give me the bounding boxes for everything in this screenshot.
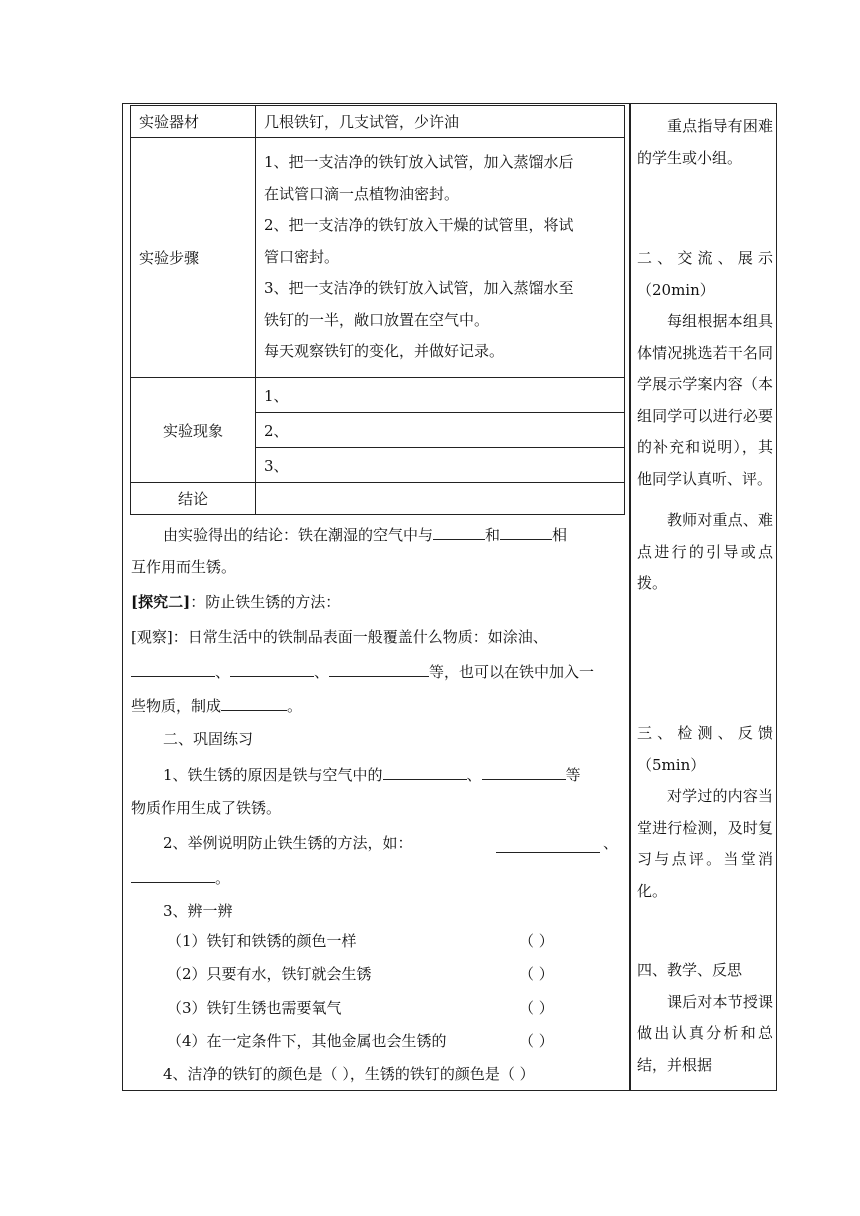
fill-blank[interactable] <box>500 523 552 540</box>
sidebar-paragraph: 课后对本节授课做出认真分析和总结，并根据 <box>637 992 773 1074</box>
experiment-table <box>130 105 625 515</box>
conclusion-value <box>256 483 625 515</box>
sidebar-paragraph: 每组根据本组具体情况挑选若干名同学展示学案内容（本组同学可以进行必要的补充和说明），其他同学认真听、评。 <box>637 312 773 488</box>
question-1-line-2: 物质作用生成了铁锈。 <box>131 799 282 817</box>
sidebar-heading: 二、交流、展示（20min） <box>637 249 773 299</box>
question-2: 2、举例说明防止铁生锈的方法，如： <box>163 834 413 852</box>
conclusion-line-2: 互作用而生锈。 <box>131 558 237 576</box>
conclusion-line: 由实验得出的结论：铁在潮湿的空气中与 和 相 <box>163 523 567 545</box>
phenomena-row <box>131 378 625 413</box>
judge-item: （4）在一定条件下，其他金属也会生锈的 <box>167 1032 447 1050</box>
materials-label: 实验器材 <box>131 106 256 138</box>
question-3: 3、辨一辨 <box>163 902 233 920</box>
column-divider <box>629 103 631 1091</box>
sidebar-guidance <box>637 111 773 174</box>
sidebar-test <box>637 718 773 907</box>
phenomena-item: 3、 <box>256 448 625 483</box>
step-line: 铁钉的一半，敞口放置在空气中。 <box>264 310 490 329</box>
question-4: 4、洁净的铁钉的颜色是（ ），生锈的铁钉的颜色是（ ） <box>163 1065 535 1083</box>
conclusion-label: 结论 <box>131 483 256 515</box>
conclusion-row <box>131 483 625 515</box>
step-line: 在试管口滴一点植物油密封。 <box>264 184 460 203</box>
sidebar-paragraph: 重点指导有困难的学生或小组。 <box>637 117 773 167</box>
sidebar-reflection <box>637 955 773 1081</box>
step-line: 管口密封。 <box>264 247 340 266</box>
steps-row <box>131 138 625 378</box>
judge-item: （2）只要有水，铁钉就会生锈 <box>167 965 372 983</box>
judge-item: （3）铁钉生锈也需要氧气 <box>167 999 342 1017</box>
question-1: 1、铁生锈的原因是铁与空气中的 、 等 <box>163 763 581 785</box>
fill-blank[interactable] <box>496 836 600 853</box>
fill-blank[interactable] <box>482 763 566 780</box>
section-practice-heading: 二、巩固练习 <box>163 730 254 748</box>
judge-answer-paren[interactable]: （ ） <box>519 999 554 1017</box>
steps-cell <box>256 138 625 378</box>
step-line: 2、把一支洁净的铁钉放入干燥的试管里，将试 <box>264 216 574 235</box>
observe-line: [观察]：日常生活中的铁制品表面一般覆盖什么物质：如涂油、 <box>131 628 548 646</box>
phenomena-label: 实验现象 <box>131 378 256 483</box>
judge-answer-paren[interactable]: （ ） <box>519 965 554 983</box>
materials-value: 几根铁钉，几支试管，少许油 <box>256 106 625 138</box>
observe-line-3: 些物质，制成 。 <box>131 694 302 716</box>
step-line: 3、把一支洁净的铁钉放入试管，加入蒸馏水至 <box>264 279 574 298</box>
question-2-line-2: 。 <box>131 866 230 888</box>
phenomena-item: 1、 <box>256 378 625 413</box>
explore-heading: [探究二]：防止铁生锈的方法： <box>131 593 341 611</box>
steps-label: 实验步骤 <box>131 138 256 378</box>
fill-blank[interactable] <box>131 866 215 883</box>
judge-answer-paren[interactable]: （ ） <box>519 1032 554 1050</box>
step-line: 1、把一支洁净的铁钉放入试管，加入蒸馏水后 <box>264 153 574 172</box>
explore-title: [探究二] <box>131 593 191 611</box>
materials-row <box>131 106 625 138</box>
sidebar-paragraph: 教师对重点、难点进行的引导或点拨。 <box>637 511 773 592</box>
sidebar-exchange <box>637 243 773 600</box>
sidebar-heading: 三、检测、反馈（5min） <box>637 724 773 774</box>
judge-item: （1）铁钉和铁锈的颜色一样 <box>167 932 357 950</box>
phenomena-item: 2、 <box>256 413 625 448</box>
fill-blank[interactable] <box>383 763 467 780</box>
fill-blank[interactable] <box>433 523 485 540</box>
judge-answer-paren[interactable]: （ ） <box>519 932 554 950</box>
fill-blank[interactable] <box>221 694 287 711</box>
sidebar-heading: 四、教学、反思 <box>637 961 743 979</box>
fill-blank[interactable] <box>131 660 215 677</box>
step-line: 每天观察铁钉的变化，并做好记录。 <box>264 342 505 361</box>
sidebar-paragraph: 对学过的内容当堂进行检测，及时复习与点评。当堂消化。 <box>637 787 773 900</box>
fill-blank[interactable] <box>329 660 429 677</box>
fill-blank[interactable] <box>230 660 314 677</box>
observe-line-2: 、 、 等，也可以在铁中加入一 <box>131 660 594 682</box>
